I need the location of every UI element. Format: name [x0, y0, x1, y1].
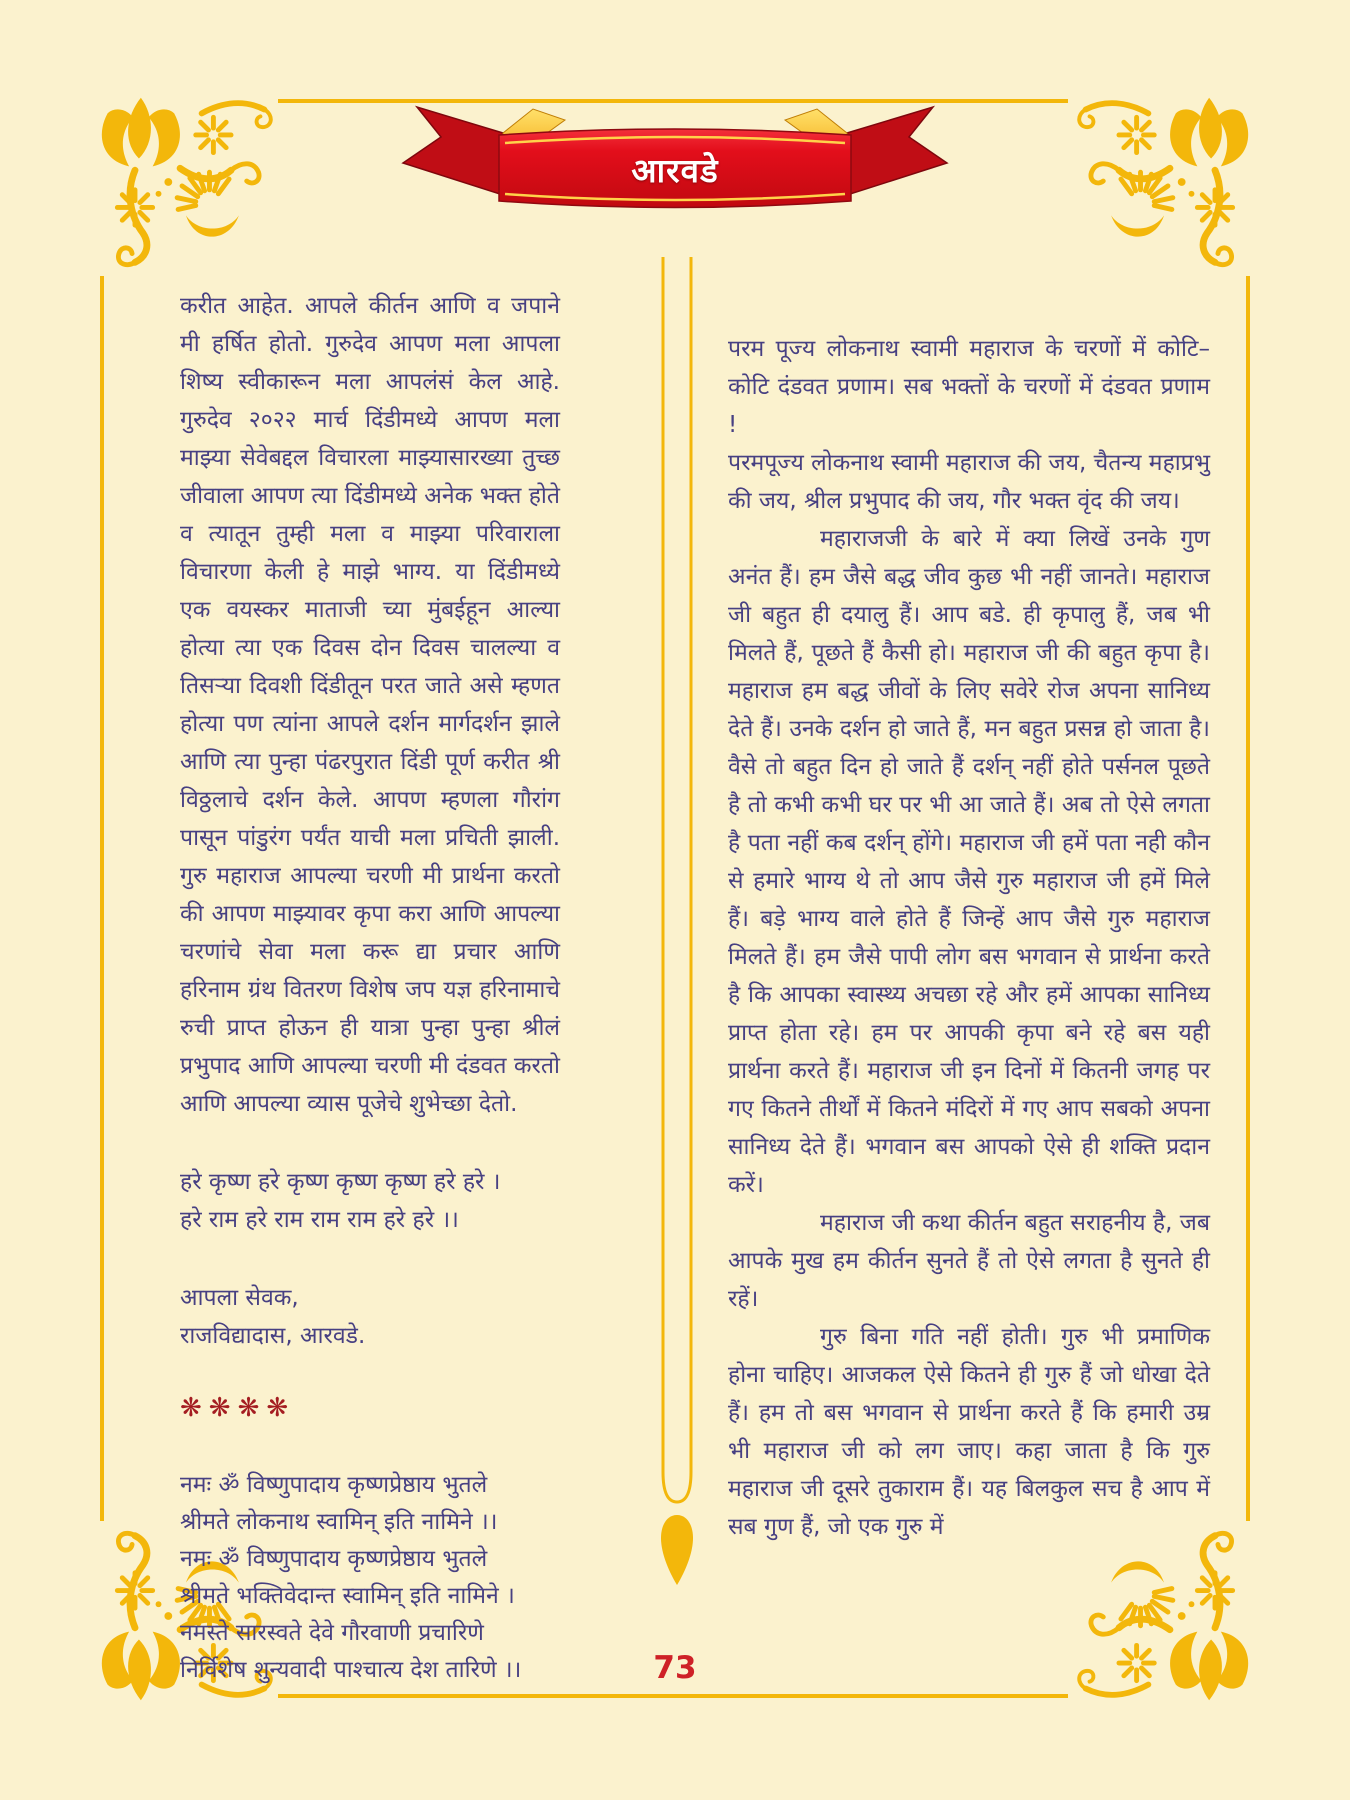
- border-line-bottom: [278, 1694, 1068, 1698]
- guru-paragraph: गुरु बिना गति नहीं होती। गुरु भी प्रमाणिक होना चाहिए। आजकल ऐसे कितने ही गुरु हैं जो धोखा देते हैं। हम तो बस भगवान से प्रार्थना करते हैं कि हमारी उम्र भी महाराज जी को लग जाए। कहा जाता है कि गुरु महाराज जी दूसरे तुकाराम हैं। यह बिलकुल सच है आप में सब गुण हैं, जो एक गुरु में: [728, 1324, 1210, 1540]
- maha-mantra: [180, 1163, 560, 1239]
- border-line-left: [100, 276, 104, 1521]
- mantra-line: हरे कृष्ण हरे कृष्ण कृष्ण कृष्ण हरे हरे ।: [180, 1169, 501, 1195]
- mantra-line: हरे राम हरे राम राम राम हरे हरे ।।: [180, 1207, 459, 1233]
- corner-flourish-top-left-icon: [86, 84, 282, 280]
- column-divider-ornament: [659, 257, 695, 1593]
- letter-body-paragraph: करीत आहेत. आपले कीर्तन आणि व जपाने मी हर्षित होतो. गुरुदेव आपण मला आपला शिष्य स्वीकारून मला आपलंसं केल आहे. गुरुदेव २०२२ मार्च दिंडीमध्ये आपण मला माझ्या सेवेबद्दल विचारला माझ्यासारख्या तुच्छ जीवाला आपण त्या दिंडीमध्ये अनेक भक्त होते व त्यातून तुम्ही मला व माझ्या परिवाराला विचारणा केली हे माझे भाग्य. या दिंडीमध्ये एक वयस्कर माताजी च्या मुंबईहून आल्या होत्या त्या एक दिवस दोन दिवस चालल्या व तिसऱ्या दिवशी दिंडीतून परत जाते असे म्हणत होत्या पण त्यांना आपले दर्शन मार्गदर्शन झाले आणि त्या पुन्हा पंढरपुरात दिंडी पूर्ण करीत श्री विठ्ठलाचे दर्शन केले. आपण म्हणला गौरांग पासून पांडुरंग पर्यंत याची मला प्रचिती झाली. गुरु महाराज आपल्या चरणी मी प्रार्थना करतो की आपण माझ्यावर कृपा करा आणि आपल्या चरणांचे सेवा मला करू द्या प्रचार आणि हरिनाम ग्रंथ वितरण विशेष जप यज्ञ हरिनामाचे रुची प्राप्त होऊन ही यात्रा पुन्हा पुन्हा श्रीलं प्रभुपाद आणि आपल्या चरणी मी दंडवत करतो आणि आपल्या व्यास पूजेचे शुभेच्छा देतो.: [180, 293, 560, 1117]
- letter-body-paragraph: महाराजजी के बारे में क्या लिखें उनके गुण अनंत हैं। हम जैसे बद्ध जीव कुछ भी नहीं जानते। महाराज जी बहुत ही दयालु हैं। आप बडे. ही कृपालु हैं, जब भी मिलते हैं, पूछते हैं कैसी हो। महाराज जी की बहुत कृपा है। महाराज हम बद्ध जीवों के लिए सवेरे रोज अपना सानिध्य देते हैं। उनके दर्शन हो जाते हैं, मन बहुत प्रसन्न हो जाता है। वैसे तो बहुत दिन हो जाते हैं दर्शन् नहीं होते पर्सनल पूछते है तो कभी कभी घर पर भी आ जाते हैं। अब तो ऐसे लगता है पता नहीं कब दर्शन् होंगे। महाराज जी हमें पता नही कौन से हमारे भाग्य थे तो आप जैसे गुरु महाराज जी हमें मिले हैं। बड़े भाग्य वाले होते हैं जिन्हें आप जैसे गुरु महाराज मिलते हैं। हम जैसे पापी लोग बस भगवान से प्रार्थना करते है कि आपका स्वास्थ्य अचछा रहे और हमें आपका सानिध्य प्राप्त होता रहे। हम पर आपकी कृपा बने रहे बस यही प्रार्थना करते हैं। महाराज जी इन दिनों में कितनी जगह पर गए कितने तीर्थों में कितने मंदिरों में गए आप सबको अपना सानिध्य देते हैं। भगवान बस आपको ऐसे ही शक्ति प्रदान करें।: [728, 526, 1210, 1198]
- page-number: 73: [653, 1650, 697, 1686]
- letter-signature: [180, 1279, 560, 1355]
- right-column: [728, 330, 1210, 1546]
- jay-paragraph: परमपूज्य लोकनाथ स्वामी महाराज की जय, चैतन्य महाप्रभु की जय, श्रील प्रभुपाद की जय, गौर भक्त वृंद की जय।: [728, 450, 1210, 514]
- verse-line: श्रीमते लोकनाथ स्वामिन् इति नामिने ।।: [180, 1509, 498, 1535]
- chapter-title: आरवडे: [631, 151, 719, 190]
- signature-line: राजविद्यादास, आरवडे.: [180, 1323, 366, 1349]
- chapter-title-banner: [393, 103, 957, 215]
- verse-line: निर्विशेष शुन्यवादी पाश्चात्य देश तारिणे ।।: [180, 1657, 522, 1683]
- verse-line: नमस्ते सारस्वते देवे गौरवाणी प्रचारिणे: [180, 1620, 484, 1646]
- salutation-paragraph: परम पूज्य लोकनाथ स्वामी महाराज के चरणों में कोटि–कोटि दंडवत प्रणाम। सब भक्तों के चरणों में दंडवत प्रणाम !: [728, 336, 1210, 438]
- verse-line: श्रीमते भक्तिवेदान्त स्वामिन् इति नामिने ।: [180, 1583, 515, 1609]
- border-line-right: [1246, 276, 1250, 1521]
- verse-line: नमः ॐ विष्णुपादाय कृष्णप्रेष्ठाय भुतले: [180, 1472, 488, 1498]
- kirtan-paragraph: महाराज जी कथा कीर्तन बहुत सराहनीय है, जब आपके मुख हम कीर्तन सुनते हैं तो ऐसे लगता है सुनते ही रहें।: [728, 1210, 1210, 1312]
- signature-line: आपला सेवक,: [180, 1285, 299, 1311]
- section-separator-asterisks: ❋❋❋❋: [180, 1393, 296, 1423]
- left-column: [180, 287, 560, 1689]
- corner-flourish-top-right-icon: [1068, 84, 1264, 280]
- verse-line: नमः ॐ विष्णुपादाय कृष्णप्रेष्ठाय भुतले: [180, 1546, 488, 1572]
